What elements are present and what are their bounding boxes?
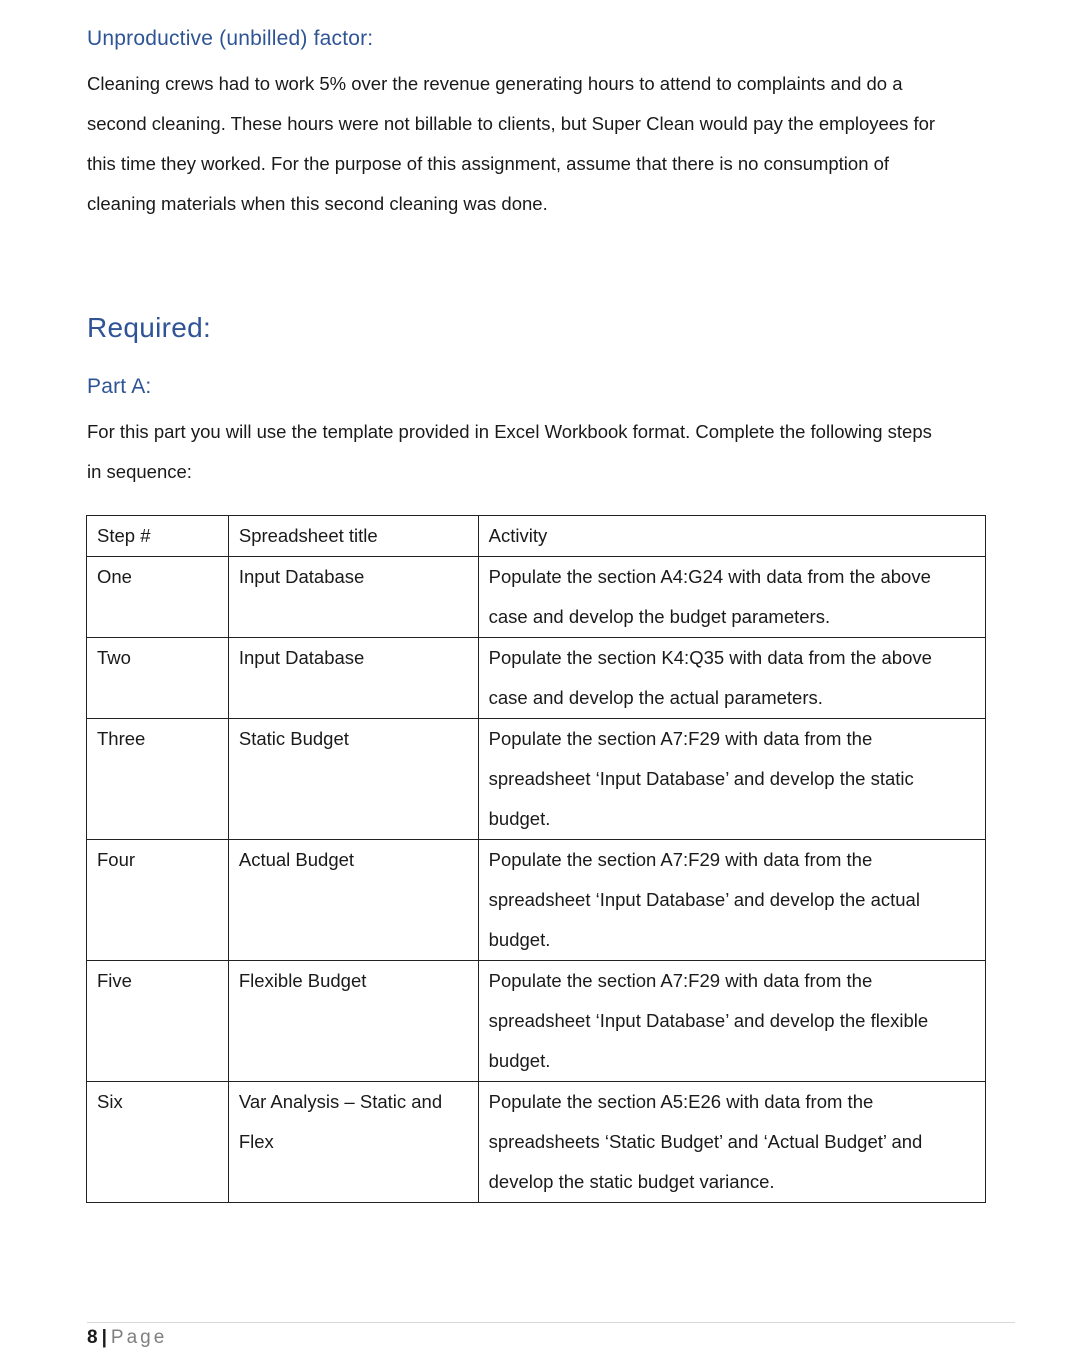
activity-line: spreadsheets ‘Static Budget’ and ‘Actual Budget’ and bbox=[488, 1131, 923, 1152]
title-line: Var Analysis – Static and bbox=[238, 1091, 443, 1112]
required-heading: Required: bbox=[87, 312, 212, 343]
title-cell bbox=[228, 1082, 478, 1203]
title-cell bbox=[228, 840, 478, 961]
title-line: Input Database bbox=[238, 647, 365, 668]
step-cell: Two bbox=[87, 638, 229, 719]
activity-line: spreadsheet ‘Input Database’ and develop the actual bbox=[488, 889, 920, 910]
activity-cell bbox=[478, 638, 985, 719]
part-a-heading: Part A: bbox=[87, 375, 152, 398]
title-cell bbox=[228, 638, 478, 719]
title-line: Static Budget bbox=[238, 728, 349, 749]
title-line: Input Database bbox=[238, 566, 365, 587]
activity-line: develop the static budget variance. bbox=[488, 1171, 775, 1192]
page-label: Page bbox=[110, 1327, 168, 1348]
table-row bbox=[87, 840, 986, 961]
title-cell bbox=[228, 961, 478, 1082]
steps-table bbox=[86, 515, 986, 1203]
header-activity: Activity bbox=[478, 516, 985, 557]
activity-line: Populate the section A7:F29 with data from the bbox=[488, 970, 873, 991]
part-a-intro bbox=[87, 412, 1017, 492]
activity-cell bbox=[478, 961, 985, 1082]
table-row bbox=[87, 557, 986, 638]
step-cell: Five bbox=[87, 961, 229, 1082]
activity-line: budget. bbox=[488, 808, 551, 829]
footer-separator: | bbox=[101, 1327, 107, 1348]
activity-line: spreadsheet ‘Input Database’ and develop the flexible bbox=[488, 1010, 929, 1031]
step-cell: Four bbox=[87, 840, 229, 961]
paragraph-line: this time they worked. For the purpose of this assignment, assume that there is no consumption of bbox=[87, 153, 890, 174]
activity-cell bbox=[478, 719, 985, 840]
activity-line: budget. bbox=[488, 929, 551, 950]
step-cell: One bbox=[87, 557, 229, 638]
paragraph-line: second cleaning. These hours were not billable to clients, but Super Clean would pay the employees for bbox=[87, 113, 936, 134]
intro-line: in sequence: bbox=[87, 461, 192, 482]
header-step: Step # bbox=[87, 516, 229, 557]
activity-cell bbox=[478, 1082, 985, 1203]
activity-line: Populate the section A7:F29 with data from the bbox=[488, 849, 873, 870]
table-row bbox=[87, 638, 986, 719]
title-cell bbox=[228, 557, 478, 638]
table-row bbox=[87, 719, 986, 840]
activity-line: Populate the section A5:E26 with data from the bbox=[488, 1091, 874, 1112]
table-row bbox=[87, 1082, 986, 1203]
footer-divider bbox=[87, 1322, 1015, 1323]
activity-cell bbox=[478, 557, 985, 638]
table-header-row bbox=[87, 516, 986, 557]
activity-cell bbox=[478, 840, 985, 961]
title-line: Flexible Budget bbox=[238, 970, 367, 991]
title-line: Flex bbox=[238, 1131, 274, 1152]
activity-line: Populate the section A4:G24 with data from the above bbox=[488, 566, 931, 587]
title-cell bbox=[228, 719, 478, 840]
activity-line: Populate the section A7:F29 with data from the bbox=[488, 728, 873, 749]
intro-line: For this part you will use the template provided in Excel Workbook format. Complete the following steps bbox=[87, 421, 932, 442]
step-cell: Three bbox=[87, 719, 229, 840]
unproductive-paragraph bbox=[87, 64, 1017, 224]
step-cell: Six bbox=[87, 1082, 229, 1203]
activity-line: case and develop the actual parameters. bbox=[488, 687, 823, 708]
section-heading-unproductive: Unproductive (unbilled) factor: bbox=[87, 27, 374, 50]
activity-line: Populate the section K4:Q35 with data from the above bbox=[488, 647, 932, 668]
title-line: Actual Budget bbox=[238, 849, 355, 870]
table-row bbox=[87, 961, 986, 1082]
page-number: 8 bbox=[87, 1327, 98, 1348]
header-spreadsheet-title: Spreadsheet title bbox=[228, 516, 478, 557]
page-footer bbox=[87, 1326, 167, 1350]
paragraph-line: cleaning materials when this second cleaning was done. bbox=[87, 193, 548, 214]
activity-line: spreadsheet ‘Input Database’ and develop the static bbox=[488, 768, 914, 789]
paragraph-line: Cleaning crews had to work 5% over the revenue generating hours to attend to complaints and do a bbox=[87, 73, 903, 94]
activity-line: case and develop the budget parameters. bbox=[488, 606, 831, 627]
activity-line: budget. bbox=[488, 1050, 551, 1071]
